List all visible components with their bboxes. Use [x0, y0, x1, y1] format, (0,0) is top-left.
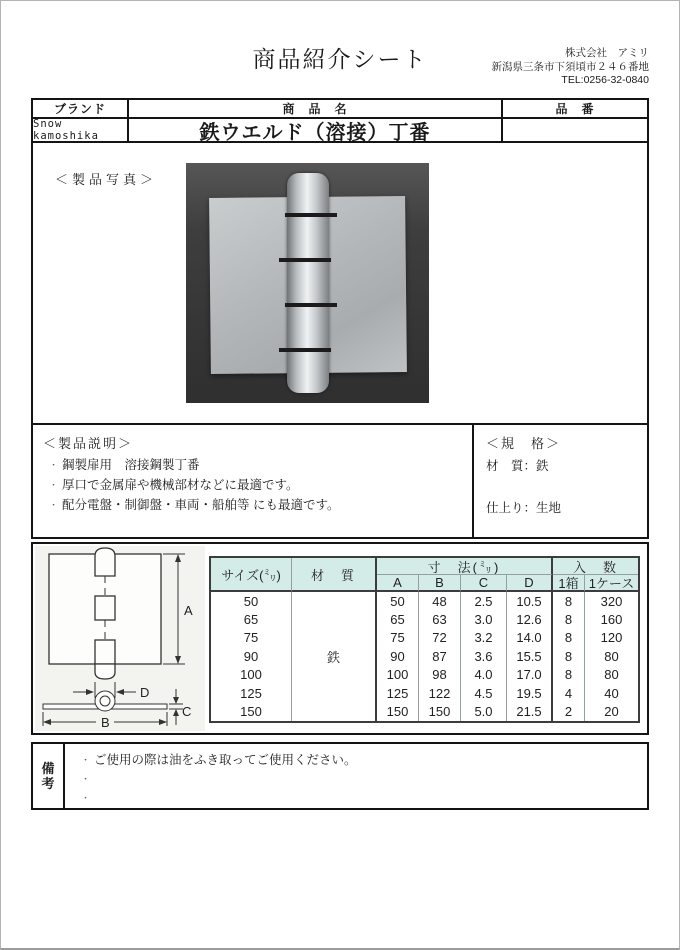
size-table-col-b: B [419, 575, 461, 592]
qty-box-cell: 8 [553, 666, 585, 684]
dim-a-cell: 65 [377, 610, 419, 628]
company-name: 株式会社 アミリ [565, 47, 649, 59]
dim-c-cell: 3.6 [461, 647, 507, 665]
size-table [209, 556, 640, 723]
dim-c-cell: 5.0 [461, 702, 507, 720]
dim-d-cell: 15.5 [507, 647, 553, 665]
hinge-knuckle-gap [285, 213, 337, 217]
product-name-value: 鉄ウエルド（溶接）丁番 [129, 119, 503, 141]
product-photo [186, 163, 429, 403]
size-cell: 90 [211, 647, 292, 665]
description-item [43, 455, 462, 475]
description-section [31, 425, 474, 539]
size-cell: 150 [211, 702, 292, 720]
note-text: ご使用の際は油をふき取ってご使用ください。 [94, 753, 357, 767]
dim-d-cell: 10.5 [507, 592, 553, 610]
dim-a-cell: 50 [377, 592, 419, 610]
notes-label-char: 備 [41, 761, 55, 776]
dim-label-a: A [184, 603, 193, 618]
note-item [75, 770, 647, 789]
bullet-dot: ・ [81, 755, 91, 765]
size-cell: 50 [211, 592, 292, 610]
hinge-dimension-diagram [35, 546, 205, 731]
description-text: 鋼製扉用 溶接鋼製丁番 [62, 458, 200, 472]
description-text: 厚口で金属扉や機械部材などに最適です。 [62, 478, 299, 492]
size-table-col-size: サイズ(㍉) [211, 558, 292, 592]
page-title: 商品紹介シート [252, 46, 428, 72]
size-table-col-box: 1箱 [553, 575, 585, 592]
qty-case-cell: 80 [604, 667, 619, 683]
company-info [492, 47, 650, 88]
size-table-col-c: C [461, 575, 507, 592]
bullet-dot: ・ [49, 480, 59, 490]
dim-b-cell: 87 [419, 647, 461, 665]
qty-case-cell: 320 [600, 593, 623, 609]
note-item [75, 751, 647, 770]
bullet-dot: ・ [81, 774, 91, 784]
dim-b-cell: 150 [419, 702, 461, 720]
dim-d-cell: 14.0 [507, 629, 553, 647]
photo-section [31, 143, 649, 425]
qty-box-cell: 8 [553, 629, 585, 647]
qty-box-cell: 2 [553, 702, 585, 720]
dim-d-cell: 12.6 [507, 610, 553, 628]
spec-label: ＜規 格＞ [486, 436, 562, 451]
size-cell: 100 [211, 666, 292, 684]
dim-c-cell: 3.2 [461, 629, 507, 647]
qty-box-cell: 4 [553, 684, 585, 702]
spec-section [474, 425, 649, 539]
qty-box-cell: 8 [553, 610, 585, 628]
dim-a-cell: 150 [377, 702, 419, 720]
company-address: 新潟県三条市下須頃市２４６番地 [491, 60, 649, 73]
qty-case-cell: 80 [604, 648, 619, 664]
qty-box-cell: 8 [553, 592, 585, 610]
product-code-value [503, 119, 647, 141]
dim-c-cell: 3.0 [461, 610, 507, 628]
qty-case-cell: 160 [600, 612, 623, 628]
hinge-knuckle-gap [279, 348, 331, 352]
dim-b-cell: 72 [419, 629, 461, 647]
size-table-col-a: A [377, 575, 419, 592]
hinge-barrel [287, 173, 329, 393]
size-cell: 65 [211, 610, 292, 628]
product-header-table [31, 98, 649, 143]
dim-c-cell: 2.5 [461, 592, 507, 610]
qty-case-cell: 20 [604, 704, 619, 720]
dim-label-d: D [140, 685, 150, 700]
company-tel: TEL:0256-32-0840 [561, 74, 649, 86]
notes-section [31, 742, 649, 810]
dim-c-cell: 4.0 [461, 666, 507, 684]
dim-b-cell: 122 [419, 684, 461, 702]
hinge-drawing [35, 546, 205, 731]
dim-b-cell: 48 [419, 592, 461, 610]
qty-box-cell: 8 [553, 647, 585, 665]
dim-a-cell: 100 [377, 666, 419, 684]
size-table-col-case: 1ケース [585, 575, 638, 592]
description-item [43, 495, 462, 515]
dim-b-cell: 63 [419, 610, 461, 628]
dim-label-c: C [182, 704, 192, 719]
brand-header-cell: ブランド [33, 100, 129, 119]
qty-case-cell: 40 [604, 685, 619, 701]
dim-a-cell: 125 [377, 684, 419, 702]
spec-finish: 仕上り：生地 [486, 501, 562, 515]
description-item [43, 475, 462, 495]
dim-b-cell: 98 [419, 666, 461, 684]
dim-label-b: B [101, 715, 110, 730]
bullet-dot: ・ [49, 460, 59, 470]
photo-section-label: ＜製品写真＞ [55, 172, 158, 187]
product-code-header-cell: 品 番 [503, 100, 647, 119]
description-label: ＜製品説明＞ [43, 436, 134, 451]
brand-value: Snow kamoshika [33, 119, 129, 141]
product-name-header-cell: 商 品 名 [129, 100, 503, 119]
notes-label-char: 考 [41, 776, 55, 791]
dim-a-cell: 75 [377, 629, 419, 647]
notes-content [65, 744, 647, 808]
size-table-material-value: 鉄 [292, 592, 377, 721]
spec-material: 材 質：鉄 [486, 459, 549, 473]
size-table-col-material: 材 質 [292, 558, 377, 592]
dim-a-cell: 90 [377, 647, 419, 665]
dim-d-cell: 17.0 [507, 666, 553, 684]
dimensions-section [31, 542, 649, 735]
size-cell: 75 [211, 629, 292, 647]
dim-d-cell: 21.5 [507, 702, 553, 720]
qty-case-cell: 120 [600, 630, 623, 646]
dim-c-cell: 4.5 [461, 684, 507, 702]
size-table-col-d: D [507, 575, 553, 592]
dim-d-cell: 19.5 [507, 684, 553, 702]
hinge-knuckle-gap [285, 303, 337, 307]
bullet-dot: ・ [49, 500, 59, 510]
notes-label [33, 744, 65, 808]
description-text: 配分電盤・制御盤・車両・船舶等 にも最適です。 [62, 498, 340, 512]
note-item [75, 789, 647, 808]
size-table-col-qty: 入 数 [553, 558, 638, 575]
size-table-col-dims: 寸 法(㍉) [377, 558, 553, 575]
size-cell: 125 [211, 684, 292, 702]
hinge-knuckle-gap [279, 258, 331, 262]
bullet-dot: ・ [81, 793, 91, 803]
